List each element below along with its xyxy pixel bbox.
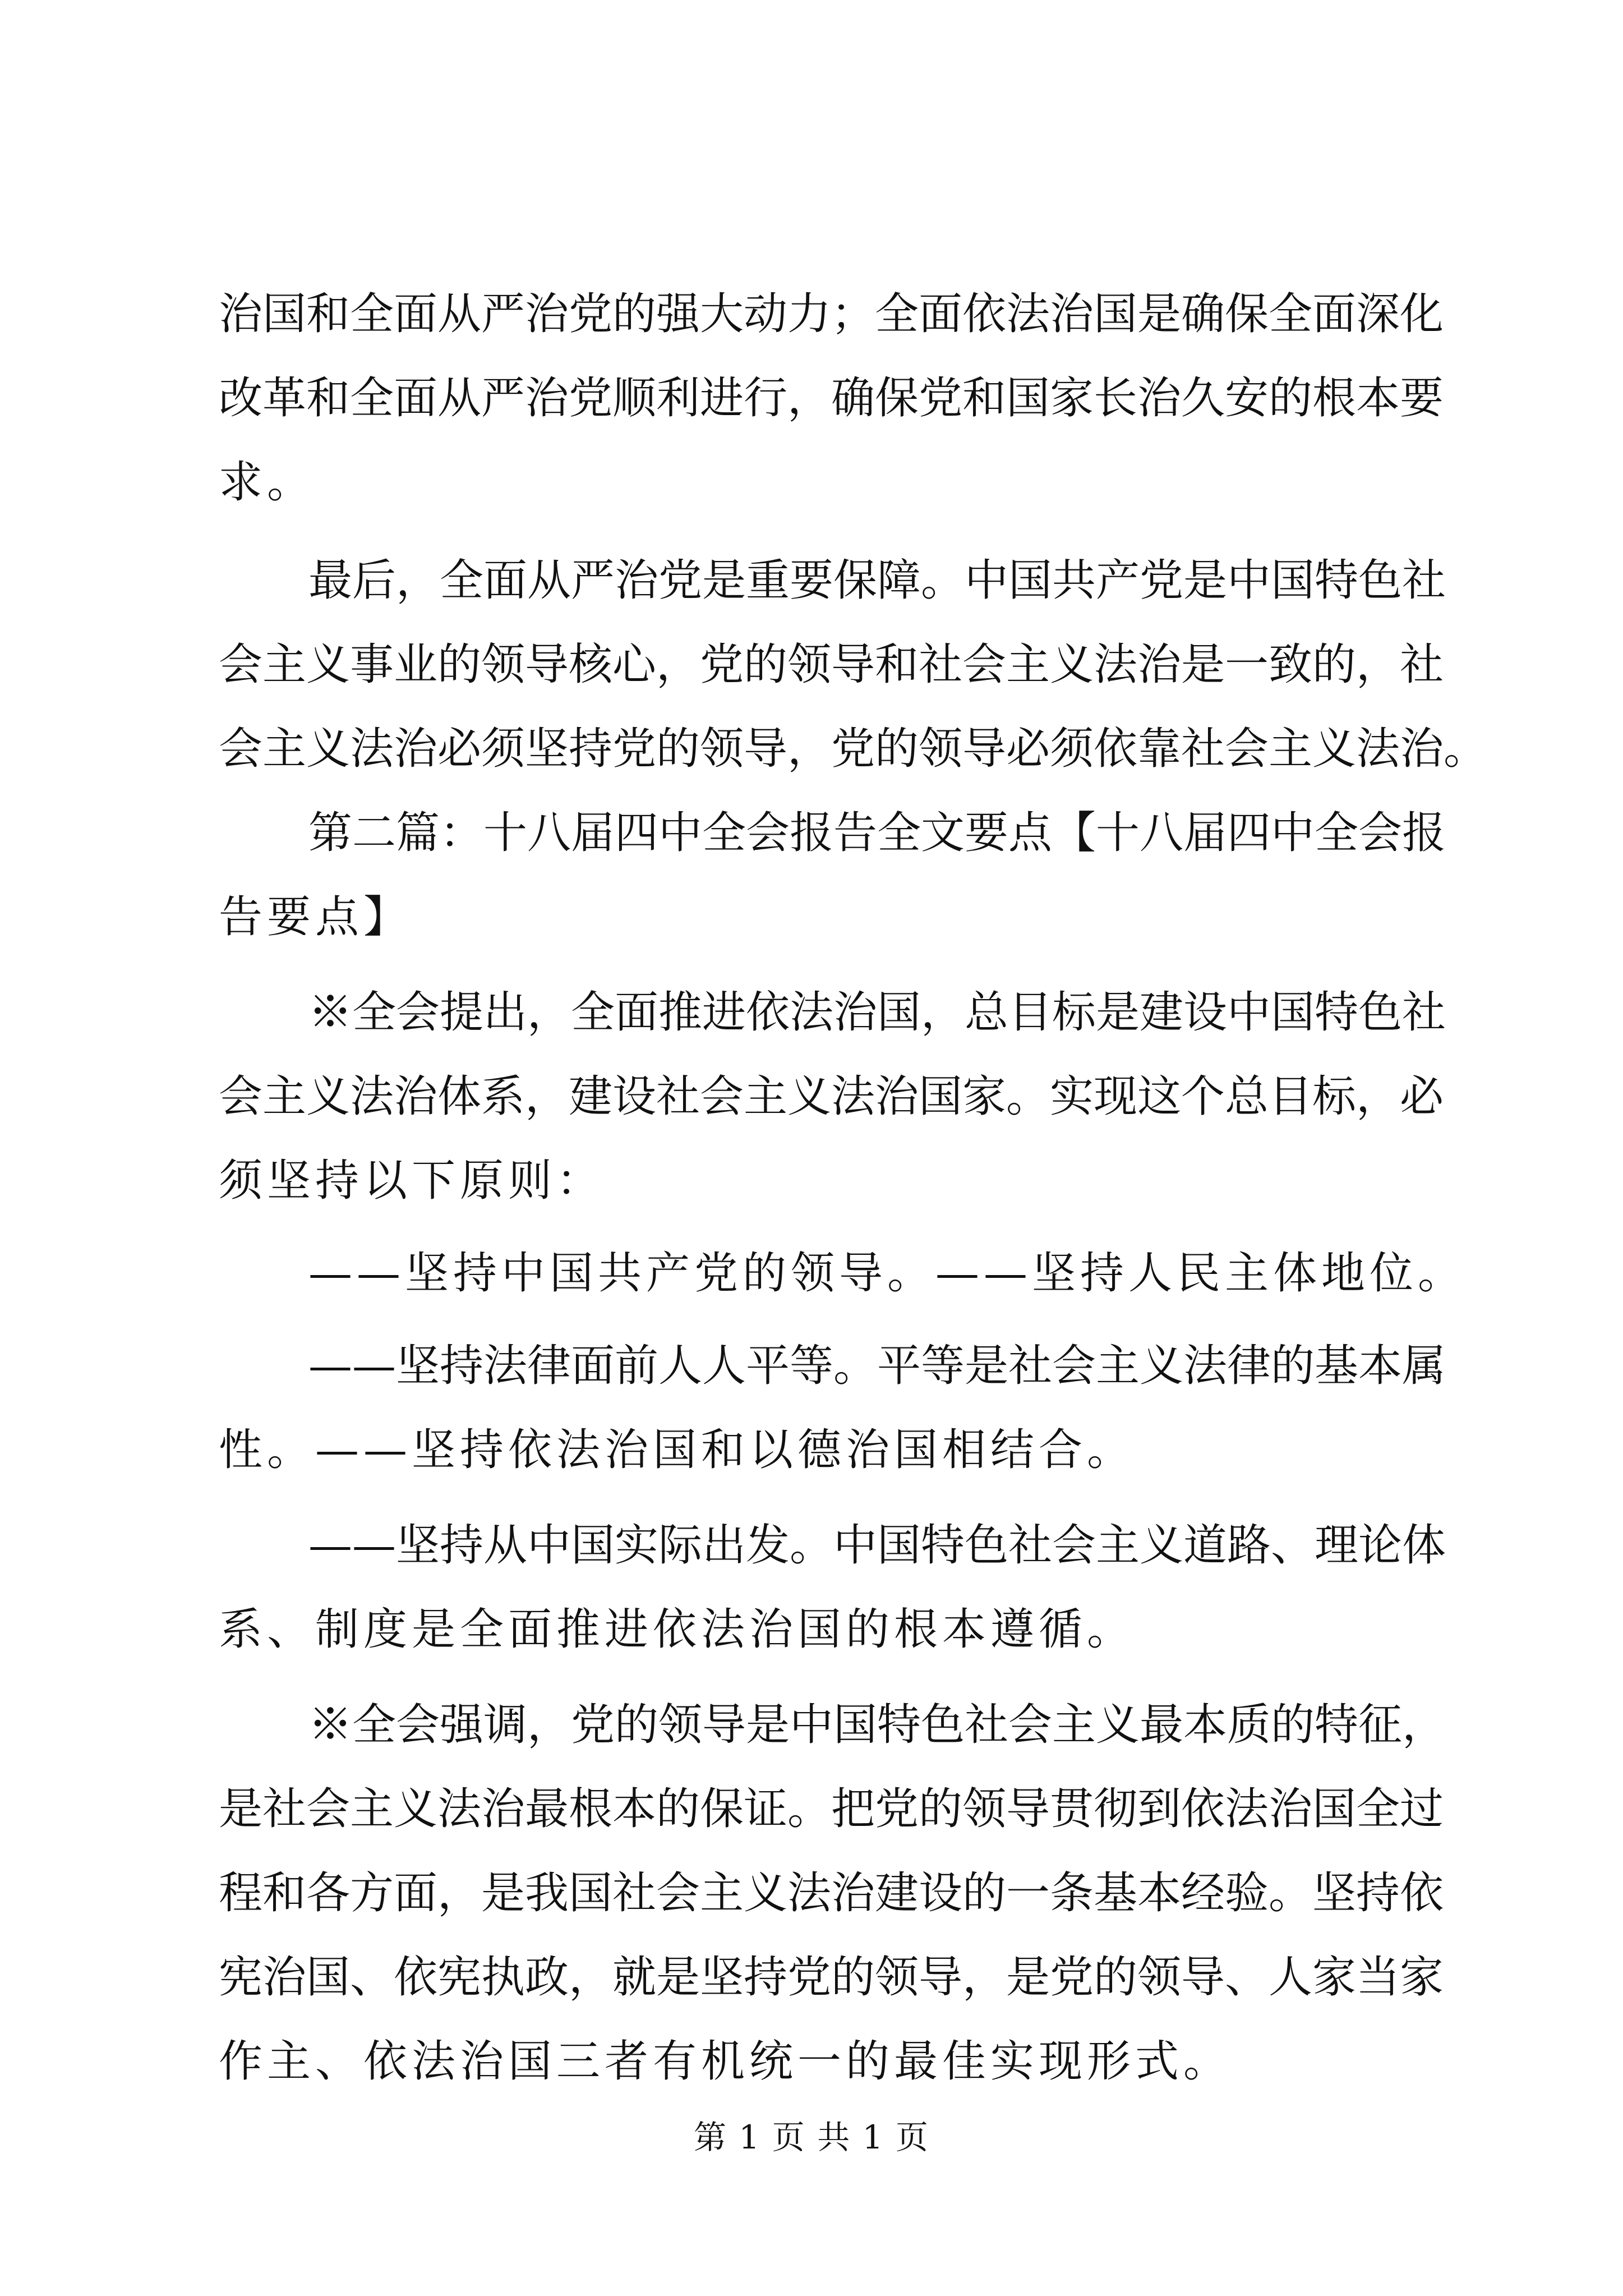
- principle-line: ——坚持从中国实际出发。中国特色社会主义道路、理论体: [308, 1520, 1446, 1571]
- text-line: 会主义法治体系，建设社会主义法治国家。实现这个总目标，必: [219, 1071, 1444, 1122]
- paragraph-first-line: ※全会强调，党的领导是中国特色社会主义最本质的特征，: [308, 1700, 1446, 1750]
- text-line: 程和各方面，是我国社会主义法治建设的一条基本经验。坚持依: [219, 1868, 1444, 1918]
- principle-line: ——坚持中国共产党的领导。——坚持人民主体地位。: [308, 1248, 1467, 1299]
- section-heading-continued: 告要点】: [219, 892, 412, 942]
- text-line: 会主义事业的领导核心，党的领导和社会主义法治是一致的，社: [219, 639, 1444, 690]
- section-heading: 第二篇：十八届四中全会报告全文要点【十八届四中全会报: [308, 808, 1446, 858]
- text-line: 求。: [219, 457, 316, 508]
- text-line: 作主、依法治国三者有机统一的最佳实现形式。: [219, 2036, 1232, 2087]
- text-line: 系、制度是全面推进依法治国的根本遵循。: [219, 1604, 1136, 1655]
- page-number-footer: 第 1 页 共 1 页: [694, 2118, 929, 2156]
- text-line: 会主义法治必须坚持党的领导，党的领导必须依靠社会主义法治。: [219, 724, 1488, 774]
- text-line: 须坚持以下原则：: [219, 1156, 605, 1206]
- text-line: 治国和全面从严治党的强大动力；全面依法治国是确保全面深化: [219, 289, 1444, 339]
- text-line: 性。——坚持依法治国和以德治国相结合。: [219, 1425, 1136, 1475]
- paragraph-first-line: ※全会提出，全面推进依法治国，总目标是建设中国特色社: [308, 987, 1446, 1038]
- paragraph-first-line: 最后，全面从严治党是重要保障。中国共产党是中国特色社: [308, 555, 1446, 606]
- text-line: 是社会主义法治最根本的保证。把党的领导贯彻到依法治国全过: [219, 1784, 1444, 1834]
- text-line: 宪治国、依宪执政，就是坚持党的领导，是党的领导、人家当家: [219, 1952, 1444, 2003]
- principle-line: ——坚持法律面前人人平等。平等是社会主义法律的基本属: [308, 1341, 1446, 1391]
- text-line: 改革和全面从严治党顺利进行，确保党和国家长治久安的根本要: [219, 373, 1444, 424]
